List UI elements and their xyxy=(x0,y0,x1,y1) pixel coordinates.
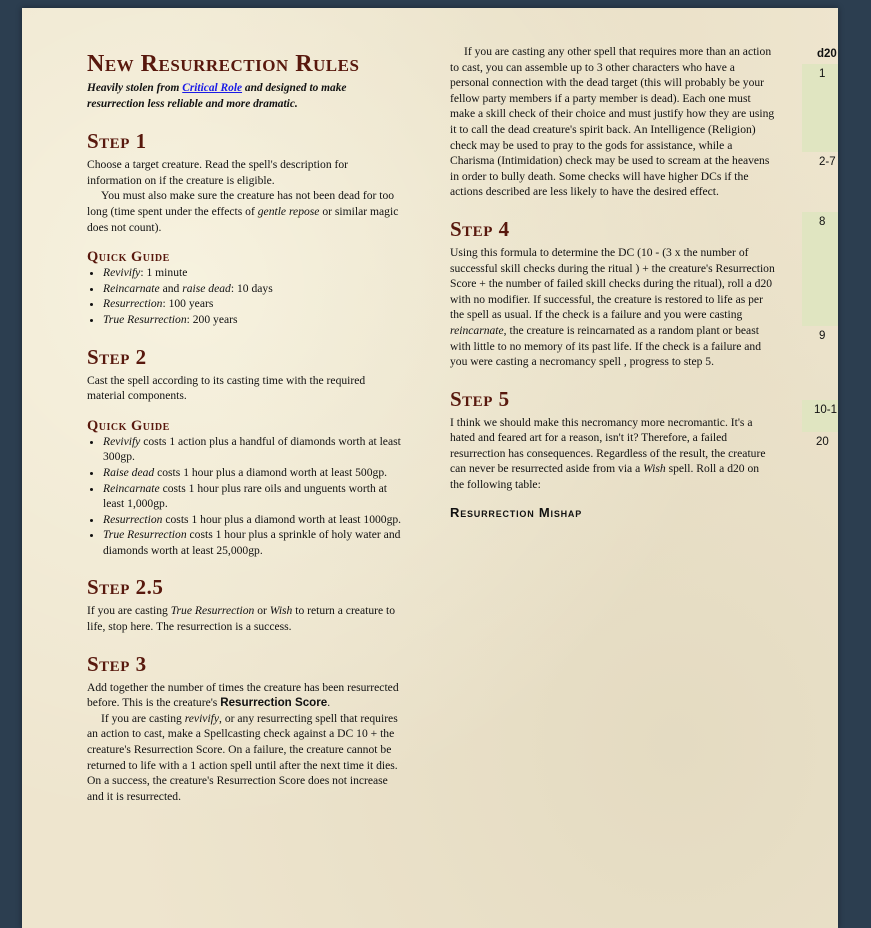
list-item: • Reincarnate costs 1 hour plus rare oils and unguents worth at least 1,000gp. xyxy=(103,481,405,512)
list-item: • True Resurrection: 200 years xyxy=(103,312,405,328)
table-row: 10-1 xyxy=(802,400,838,432)
step2-5-paragraph: If you are casting True Resurrection or Wish to return a creature to life, stop here. The resurrection is a success. xyxy=(87,604,396,634)
step1-paragraph: Choose a target creature. Read the spell's description for information on if the creature is eligible. xyxy=(87,158,349,187)
quick-guide-heading: Quick Guide xyxy=(87,249,170,266)
list-item: • Resurrection: 100 years xyxy=(103,296,405,312)
critical-role-link[interactable]: Critical Role xyxy=(182,82,243,94)
subtitle-text: Heavily stolen from xyxy=(87,82,183,94)
table-header: d20 xyxy=(817,48,837,60)
table-row: 1 xyxy=(802,64,838,152)
step1-paragraph: You must also make sure the creature has not been dead for too long (time spent under the effects of gentle repose or similar magic does not count). xyxy=(87,189,399,234)
document-page xyxy=(22,8,838,928)
step5-heading: Step 5 xyxy=(450,386,510,411)
step2-heading: Step 2 xyxy=(87,344,147,369)
table-row: 20 xyxy=(816,436,829,448)
subtitle xyxy=(87,81,405,112)
table-row: 8 xyxy=(802,212,838,326)
quick-guide-list xyxy=(87,434,405,559)
step2-paragraph: Cast the spell according to its casting time with the required material components. xyxy=(87,373,366,403)
list-item: • Reincarnate and raise dead: 10 days xyxy=(103,281,405,297)
quick-guide-list xyxy=(87,265,405,327)
step4-heading: Step 4 xyxy=(450,216,510,241)
left-column xyxy=(87,50,405,804)
table-row: 9 xyxy=(819,330,826,342)
mishap-table-title: Resurrection Mishap xyxy=(450,504,583,520)
step3-paragraph: If you are casting revivify, or any resurrecting spell that requires an action to cast, make a Spellcasting check against a DC 10 + the creature's Resurrection Score. On a failure, the creature cannot be returned to life with a 1 action spell until after the next time it dies. On a success, the creature's Resurrection Score does not increase and it is resurrected. xyxy=(87,711,398,803)
list-item: • Revivify: 1 minute xyxy=(103,265,405,281)
step3-heading: Step 3 xyxy=(87,651,147,676)
step3-paragraph: If you are casting any other spell that requires more than an action to cast, you can assemble up to 3 other characters who have a personal connection with the dead target (this will probably be your fellow party members if a party member is dead). Each one must make a skill check of their choice and must justify how they are using it to call the dead creature's spirit back. An Intelligence (Religion) check may be used to pray to the gods for assistance, while a Charisma (Intimidation) check may be used to scream at the heavens in order to bully death. Some checks will have higher DCs if the actions described are less likely to have the desired effect. xyxy=(450,45,775,199)
page-title: New Resurrection Rules xyxy=(87,51,360,77)
list-item: • True Resurrection costs 1 hour plus a sprinkle of holy water and diamonds worth at least 25,000gp. xyxy=(103,527,405,558)
step3-paragraph: Add together the number of times the creature has been resurrected before. This is the creature's Resurrection Score. xyxy=(87,680,399,710)
step5-paragraph: I think we should make this necromancy more necromantic. It's a hated and feared art for a reason, isn't it? Therefore, a failed resurrection has consequences. Regardless of the result, the creature can never be resurrected aside from via a Wish spell. Roll a d20 on the following table: xyxy=(450,415,766,492)
step1-heading: Step 1 xyxy=(87,129,147,154)
right-column xyxy=(450,44,776,520)
list-item: • Revivify costs 1 action plus a handful of diamonds worth at least 300gp. xyxy=(103,434,405,465)
table-row: 2-7 xyxy=(819,156,836,168)
quick-guide-heading: Quick Guide xyxy=(87,417,170,434)
list-item: • Resurrection costs 1 hour plus a diamond worth at least 1000gp. xyxy=(103,512,405,528)
step4-paragraph: Using this formula to determine the DC (10 - (3 x the number of successful skill checks during the ritual ) + the creature's Resurrection Score + the number of failed skill checks during the ritual), roll a d20 with no modifier. If successful, the creature is restored to life as per the spell as usual. If the check is a failure and you were casting reincarnate, the creature is reincarnated as a random plant or beast with little to no memory of its past life. If the check is a failure and you were casting a necromancy spell , progress to step 5. xyxy=(450,245,775,369)
list-item: • Raise dead costs 1 hour plus a diamond worth at least 500gp. xyxy=(103,465,405,481)
mishap-table xyxy=(802,48,838,462)
subtitle-text: and designed to make resurrection less reliable and more dramatic. xyxy=(87,82,347,110)
step2-5-heading: Step 2.5 xyxy=(87,575,164,600)
